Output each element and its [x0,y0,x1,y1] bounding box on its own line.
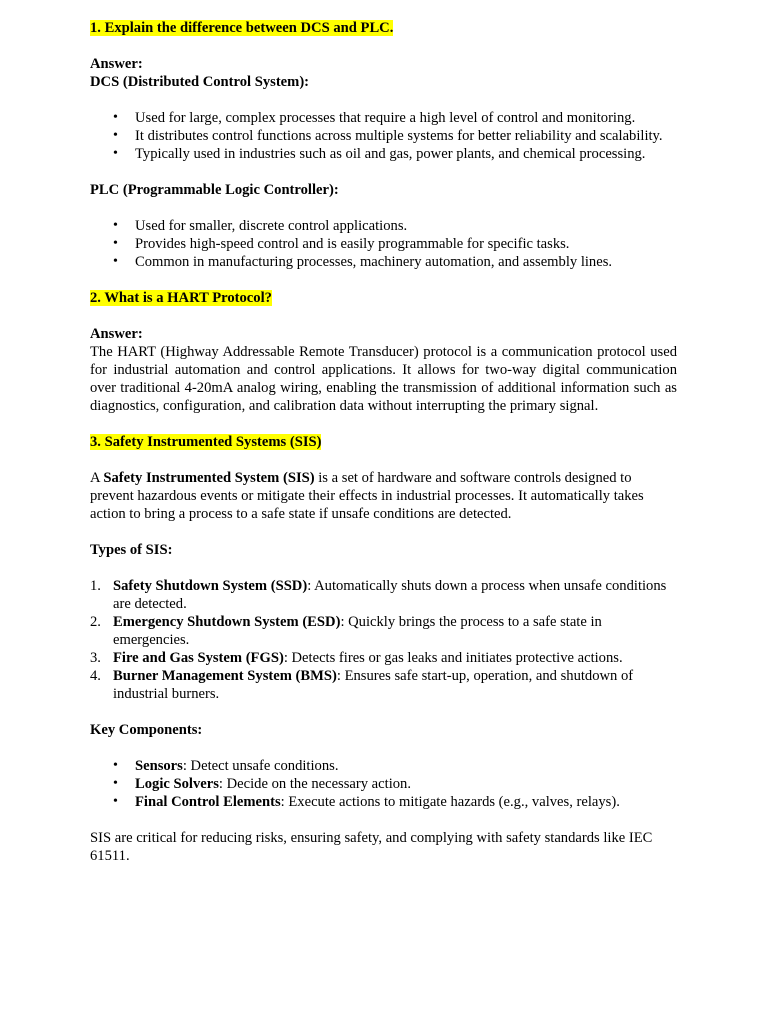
components-title: Key Components: [90,722,203,738]
list-number: 1. [90,578,101,594]
list-item: • Typically used in industries such as oil and gas, power plants, and chemical processing. [90,145,677,163]
list-number: 2. [90,614,101,630]
component-description: : Decide on the necessary action. [218,776,411,792]
components-list [90,757,677,811]
component-description: : Detect unsafe conditions. [182,758,339,774]
type-description: : Detects fires or gas leaks and initiates protective actions. [283,650,623,666]
component-name: Sensors [135,758,183,774]
question-3-heading [90,433,677,451]
list-number: 4. [90,668,101,684]
component-name: Logic Solvers [135,776,219,792]
types-title: Types of SIS: [90,542,173,558]
question-1-highlight: 1. Explain the difference between DCS and PLC. [90,20,394,36]
list-item [90,577,677,613]
answer-label: Answer: [90,56,143,72]
list-item: • It distributes control functions across multiple systems for better reliability and scalability. [90,127,677,145]
dcs-list [90,109,677,163]
list-item: • Used for smaller, discrete control applications. [90,217,677,235]
type-name: Safety Shutdown System (SSD) [113,578,308,594]
sis-intro-prefix: A [90,470,104,486]
type-name: Burner Management System (BMS) [113,668,337,684]
type-description: : Ensures safe start-up, operation, and shutdown of industrial burners. [113,668,634,702]
list-item [90,757,677,775]
list-number: 3. [90,650,101,666]
question-2-highlight: 2. What is a HART Protocol? [90,290,272,306]
dcs-title: DCS (Distributed Control System): [90,74,310,90]
hart-paragraph: The HART (Highway Addressable Remote Transducer) protocol is a communication protocol used for industrial automation and control applications. It allows for two-way digital communication over traditional 4-20mA analog wiring, enabling the transmission of additional information such as diagnostics, configuration, and calibration data without interrupting the primary signal. [90,344,677,414]
sis-intro-term: Safety Instrumented System (SIS) [103,470,315,486]
type-name: Fire and Gas System (FGS) [113,650,284,666]
sis-conclusion: SIS are critical for reducing risks, ensuring safety, and complying with safety standards like IEC 61511. [90,830,653,864]
question-1-heading [90,19,677,37]
component-name: Final Control Elements [135,794,281,810]
sis-intro-text: is a set of hardware and software controls designed to prevent hazardous events or mitigate their effects in industrial processes. It automatically takes action to bring a process to a safe state if unsafe conditions are detected. [90,470,644,522]
list-item: • Provides high-speed control and is easily programmable for specific tasks. [90,235,677,253]
list-item: • Used for large, complex processes that require a high level of control and monitoring. [90,109,677,127]
list-item [90,775,677,793]
plc-list [90,217,677,271]
list-item: • Common in manufacturing processes, machinery automation, and assembly lines. [90,253,677,271]
sis-types-list [90,577,677,703]
list-item [90,667,677,703]
list-item [90,793,677,811]
type-name: Emergency Shutdown System (ESD) [113,614,341,630]
component-description: : Execute actions to mitigate hazards (e.g., valves, relays). [280,794,620,810]
sis-intro-paragraph [90,469,677,523]
list-item [90,613,677,649]
type-description: : Automatically shuts down a process when unsafe conditions are detected. [113,578,667,612]
document-content [90,19,677,865]
list-item [90,649,677,667]
question-3-highlight: 3. Safety Instrumented Systems (SIS) [90,434,322,450]
type-description: : Quickly brings the process to a safe state in emergencies. [113,614,602,648]
plc-title: PLC (Programmable Logic Controller): [90,182,339,198]
question-2-heading [90,289,677,307]
answer-label: Answer: [90,326,143,342]
